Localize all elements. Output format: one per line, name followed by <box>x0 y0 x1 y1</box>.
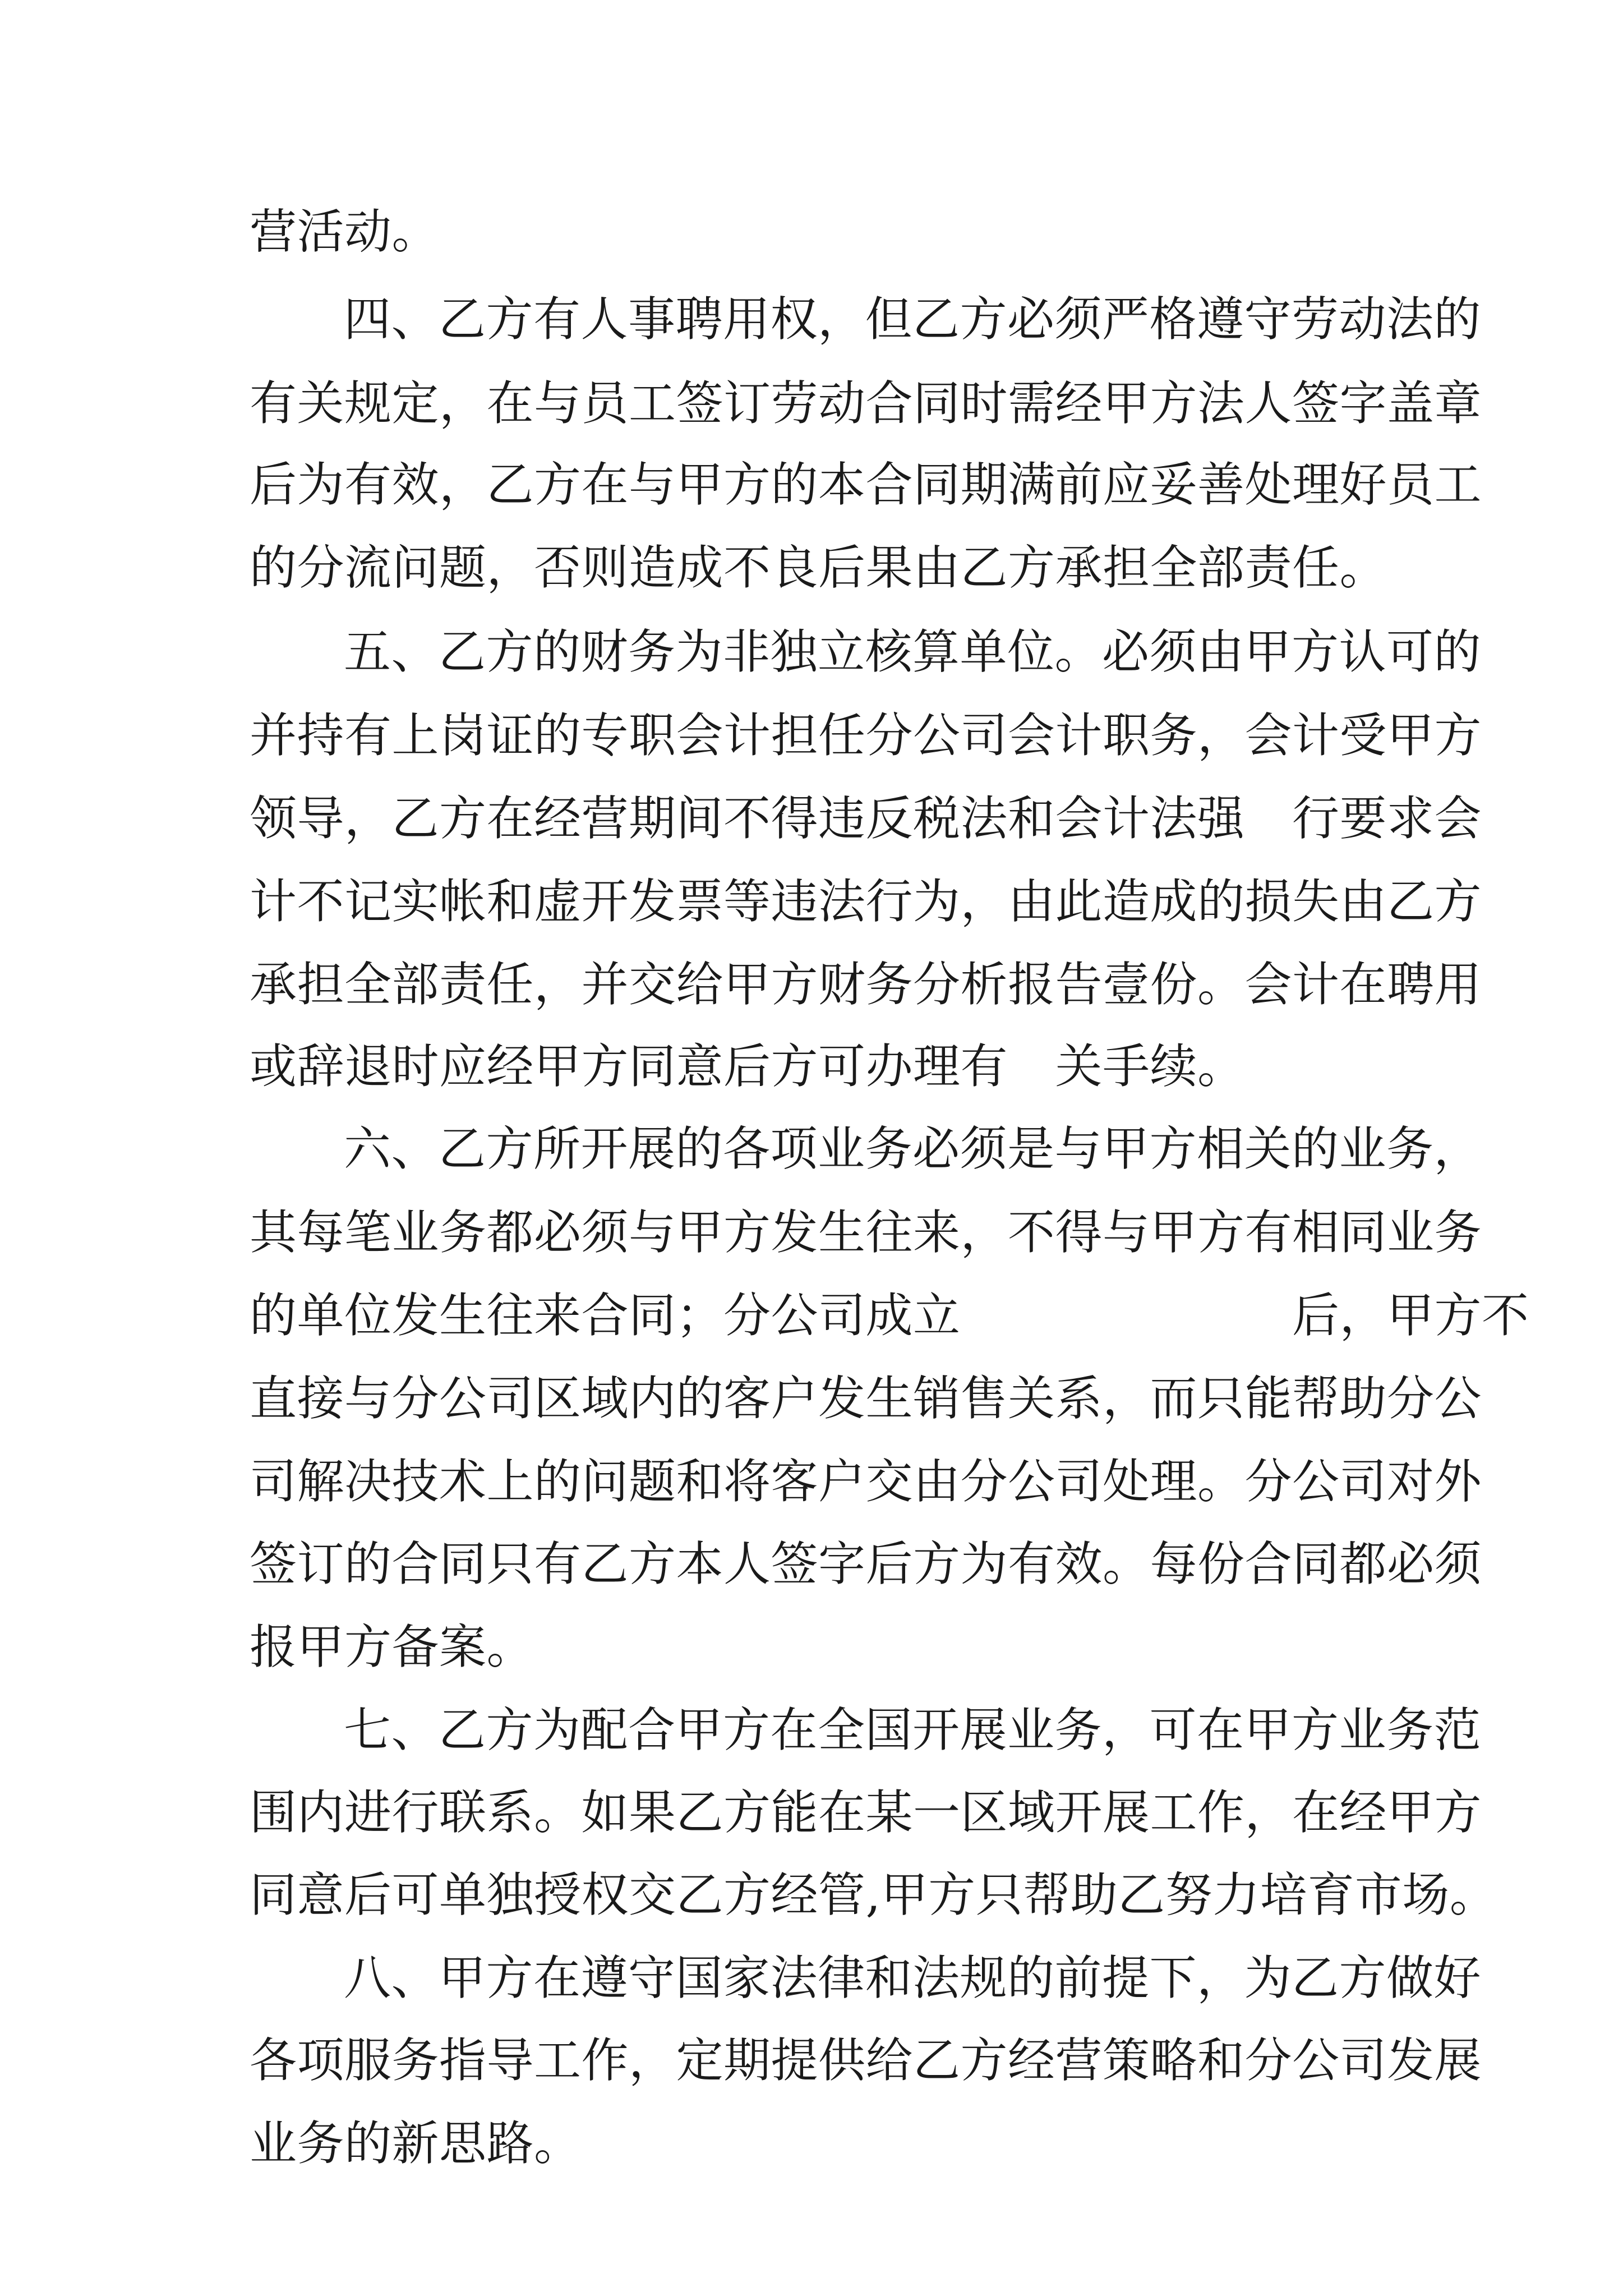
text-line: 有关规定，在与员工签订劳动合同时需经甲方法人签字盖章 <box>250 376 1482 431</box>
text-line: 同意后可单独授权交乙方经管,甲方只帮助乙努力培育市场。 <box>250 1867 1497 1922</box>
text-line: 八、甲方在遵守国家法律和法规的前提下，为乙方做好 <box>344 1950 1482 2005</box>
text-line: 司解决技术上的问题和将客户交由分公司处理。分公司对外 <box>250 1454 1482 1509</box>
text-line: 的分流问题，否则造成不良后果由乙方承担全部责任。 <box>250 540 1387 595</box>
text-line: 的单位发生往来合同；分公司成立 后，甲方不 <box>250 1288 1529 1343</box>
text-line: 业务的新思路。 <box>250 2116 582 2171</box>
text-line: 领导，乙方在经营期间不得违反税法和会计法强 行要求会 <box>250 791 1482 846</box>
text-line: 营活动。 <box>250 204 440 259</box>
text-line: 各项服务指导工作，定期提供给乙方经营策略和分公司发展 <box>250 2033 1482 2088</box>
text-line: 六、乙方所开展的各项业务必须是与甲方相关的业务， <box>344 1121 1482 1176</box>
text-line: 其每笔业务都必须与甲方发生往来，不得与甲方有相同业务 <box>250 1205 1482 1260</box>
text-line: 七、乙方为配合甲方在全国开展业务，可在甲方业务范 <box>344 1703 1482 1757</box>
text-line: 围内进行联系。如果乙方能在某一区域开展工作，在经甲方 <box>250 1785 1482 1840</box>
text-line: 后为有效，乙方在与甲方的本合同期满前应妥善处理好员工 <box>250 457 1482 512</box>
text-line: 五、乙方的财务为非独立核算单位。必须由甲方认可的 <box>344 624 1482 679</box>
text-line: 四、乙方有人事聘用权，但乙方必须严格遵守劳动法的 <box>344 292 1482 347</box>
text-line: 报甲方备案。 <box>250 1619 534 1674</box>
text-line: 并持有上岗证的专职会计担任分公司会计职务，会计受甲方 <box>250 708 1482 763</box>
text-line: 计不记实帐和虚开发票等违法行为，由此造成的损失由乙方 <box>250 874 1482 929</box>
text-line: 签订的合同只有乙方本人签字后方为有效。每份合同都必须 <box>250 1536 1482 1591</box>
text-line: 承担全部责任，并交给甲方财务分析报告壹份。会计在聘用 <box>250 957 1482 1012</box>
text-line: 直接与分公司区域内的客户发生销售关系，而只能帮助分公 <box>250 1371 1482 1426</box>
text-line: 或辞退时应经甲方同意后方可办理有 关手续。 <box>250 1039 1245 1094</box>
